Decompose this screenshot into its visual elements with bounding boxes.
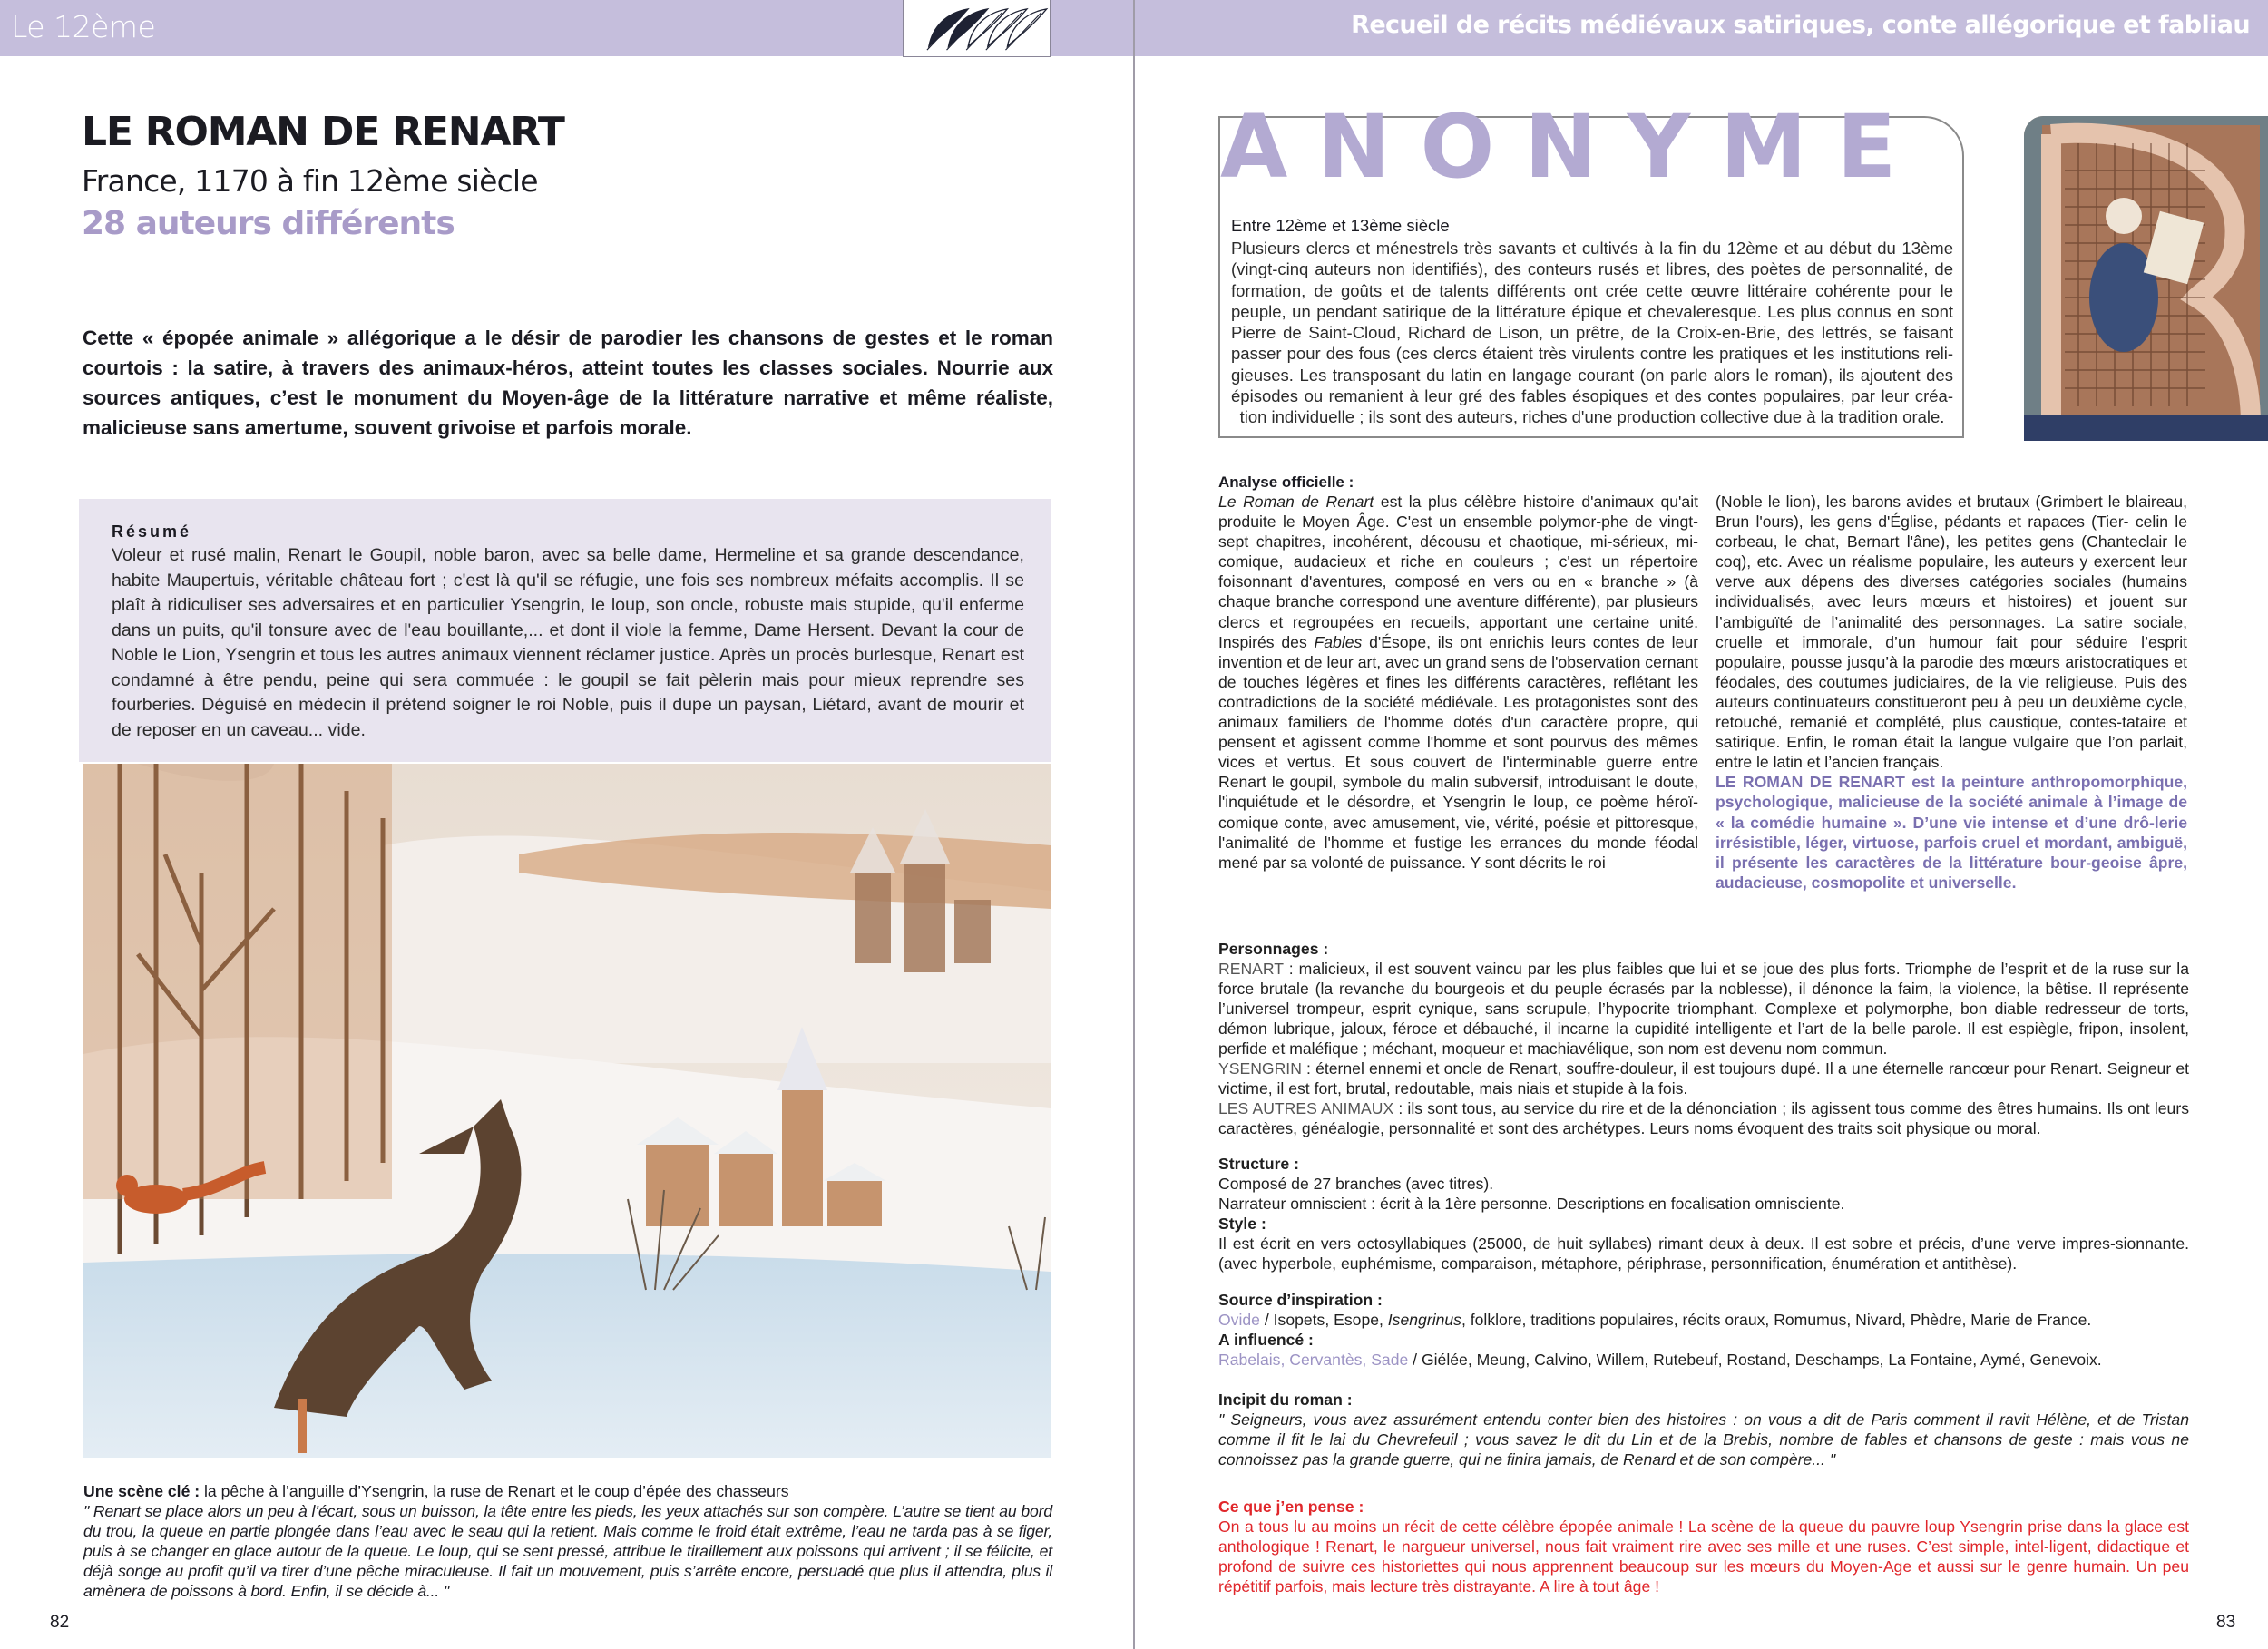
character-renart <box>1218 959 2189 1059</box>
opinion-text: On a tous lu au moins un récit de cette célèbre épopée animale ! La scène de la queue du pauvre loup Ysengrin prise dans la glace est anthologique ! Renart, le nargueur universel, nous fait vraiment rire avec ses mille et une ruses. C’est simple, intel-ligent, didactique et profond de suivre ces historiettes qui nous apprennent beaucoup sur les mœurs du Moyen-Age et aussi sur le genre humain. Un peu répétitif parfois, mais lecture très distrayante. A lire à tout âge ! <box>1218 1517 2189 1595</box>
incipit-text: " Seigneurs, vous avez assurément entendu conter bien des histoires : on vous a dit de Paris comment il ravit Hélène, et de Tristan comme il fit le lai du Chevrefeuil ; vous savez le dit du Lin et de la Brebis, nombre de fables et chansons de geste : mais vous ne connoissez pas la grande guerre, qui ne finira jamais, de Renard et de son compère... " <box>1218 1410 2189 1468</box>
character-description: : éternel ennemi et oncle de Renart, souffre-douleur, il est toujours dupé. Il a une éternelle rancœur pour Renart. Seigneur et victime, il est fort, brutal, redoutable, mais niais et stupide à la fois. <box>1218 1059 2189 1098</box>
opinion-section <box>1218 1497 2189 1596</box>
running-head-right: Recueil de récits médiévaux satiriques, conte allégorique et fabliau <box>1351 11 2250 39</box>
scribe-head <box>2106 198 2142 234</box>
structure-section <box>1218 1154 2189 1273</box>
analysis-fables-title: Fables <box>1314 632 1363 651</box>
key-scene-title: la pêche à l’anguille d’Ysengrin, la ruse de Renart et le coup d’épée des chasseurs <box>200 1482 789 1500</box>
inspiration-highlight: Ovide <box>1218 1311 1260 1329</box>
inspiration-text <box>1218 1310 2189 1330</box>
frozen-pond <box>83 1254 1051 1458</box>
analysis-text-1: est la plus célèbre histoire d'animaux qu'ait produite le Moyen Âge. C'est un ensemble polymor-phe de vingt-sept chapitres, incohérent, décousu et chaotique, mi-sérieux, mi-comique, audacieux et riche en couleurs ; c'est un répertoire foisonnant d'aventures, composé en vers ou en « branche » (à chaque branche correspond une aventure différente), par plusieurs clercs et regroupées en recueils, apportant une certaine unité. Inspirés des <box>1218 493 1699 651</box>
analysis-column-1 <box>1218 492 1698 873</box>
incipit-section <box>1218 1390 2189 1469</box>
forest-wash <box>83 764 392 1199</box>
watercolor-illustration-wolf-on-ice <box>83 764 1051 1458</box>
bottom-border <box>2024 415 2268 441</box>
author-name: ANONYME <box>1220 96 1927 198</box>
influenced-text <box>1218 1350 2189 1370</box>
character-name: RENART <box>1218 960 1284 978</box>
illustration-graphic <box>83 764 1051 1458</box>
style-text: Il est écrit en vers octosyllabiques (25000, de huit syllabes) rimant deux à deux. Il est sobre et précis, d’une verve impres-sionnante. (avec hyperbole, euphémisme, comparaison, métaphore, périphrase, personnification, énumération et antithèse). <box>1218 1234 2189 1273</box>
book-subtitle: France, 1170 à fin 12ème siècle <box>82 163 538 199</box>
feather-outline-icon <box>986 9 1027 50</box>
page-divider <box>1133 0 1135 1649</box>
structure-line: Composé de 27 branches (avec titres). <box>1218 1175 1494 1193</box>
character-description: : ils sont tous, au service du rire et de la dénonciation ; ils agissent tous comme des êtres humains. Ils ont leurs caractères, généalogie, personnalité et sont des archétypes. Leurs noms évoquent des traits soit physique ou moral. <box>1218 1099 2189 1137</box>
intro-lead: Cette « épopée animale » allégorique a le désir de parodier les chansons de gestes et le roman courtois : la satire, à travers des animaux-héros, atteint toutes les classes sociales. Nourrie aux sources antiques, c’est le monument du Moyen-âge de la littérature narrative et même réaliste, malicieuse sans amertume, souvent grivoise et parfois morale. <box>83 327 1053 439</box>
character-ysengrin <box>1218 1059 2189 1098</box>
inspiration-text-1: / Isopets, Esope, <box>1259 1311 1388 1329</box>
structure-label: Structure : <box>1218 1155 1299 1173</box>
analysis-text-3: (Noble le lion), les barons avides et brutaux (Grimbert le blaireau, Brun l'ours), les gens d'Église, pédants et rapaces (Tier- celin le corbeau, le chat, Bernart l'âne), les petites gens (Chanteclair le coq), etc. Avec un réalisme populaire, les auteurs y exercent leur verve aux dépens des diverses catégories sociales (humains individualisés, avec leurs mœurs et histoires) et jouent sur l’ambiguïté de l’animalité des personnages. La satire sociale, cruelle et immorale, d’un humour fait pour séduire l’esprit populaire, pousse jusqu’à la parodie des mœurs aristocratiques et féodales, des coutumes judiciaires, de la vie religieuse. Puis des auteurs continuateurs constitueront peu à peu un deuxième cycle, retouché, remanié et complété, plus caustique, contes-tataire et satirique. Enfin, le roman était la langue vulgaire que l’on parlait, entre le latin et l’ancien français. <box>1716 493 2187 772</box>
key-scene-quote: " Renart se place alors un peu à l’écart, sous un buisson, la tête entre les pieds, les yeux attachés sur son compère. L’autre se tient au bord du trou, la queue en partie plongée dans l’eau avec le seau qui la retient. Mais comme le froid était extrême, l’eau ne tarda pas à se figer, puis à se changer en glace autour de la queue. Le loup, qui se sent pressé, attribue le tiraillement aux poissons qui arrivent ; il se félicite, et déjà songe au profit qu’il va tirer d’une pêche miraculeuse. Il fait un mouvement, puis s’arrête encore, persuadé que plus il attendra, plus il amènera de poissons à bord. Enfin, il se décide à... " <box>83 1502 1052 1600</box>
inspiration-text-2: , folklore, traditions populaires, récits oraux, Romumus, Nivard, Phèdre, Marie de France. <box>1461 1311 2092 1329</box>
running-head-left: Le 12ème <box>11 9 156 44</box>
feathers-rating-icon <box>903 0 1051 57</box>
inspiration-label: Source d’inspiration : <box>1218 1291 1383 1309</box>
summary-title: Résumé <box>112 522 192 541</box>
characters-label: Personnages : <box>1218 940 1329 958</box>
summary-box <box>79 499 1051 762</box>
manuscript-graphic <box>2024 116 2268 441</box>
character-name: LES AUTRES ANIMAUX <box>1218 1099 1394 1117</box>
character-others <box>1218 1098 2189 1138</box>
summary-text: Voleur et rusé malin, Renart le Goupil, noble baron, avec sa belle dame, Hermeline et sa grande descendance, habite Maupertuis, véritable château fort ; c'est là qu'il se réfugie, une fois ses nombreux méfaits accomplis. Il se plaît à ridiculiser ses adversaires et en particulier Ysengrin, le loup, son oncle, robuste mais stupide, qu'il enferme dans un puits, qu'il tonsure avec de l'eau bouillante,... et dont il viole la femme, Dame Hersent. Devant la cour de Noble le Lion, Ysengrin et tous les autres animaux viennent réclamer justice. Après un procès burlesque, Renart est condamné à être pendu, peine qui sera commuée : le goupil se fait pèlerin mais pour mieux reprendre ses fourberies. Déguisé en médecin il prétend soigner le roi Noble, puis il dupe un paysan, Liétard, avant de mourir et de reposer en un caveau... vide. <box>112 545 1024 740</box>
incipit-label: Incipit du roman : <box>1218 1390 1353 1409</box>
author-period: Entre 12ème et 13ème siècle <box>1231 216 1450 235</box>
inspiration-section <box>1218 1290 2189 1370</box>
author-bio: Plusieurs clercs et ménestrels très savants et cultivés à la fin du 12ème et au début du 13ème (vingt-cinq auteurs non identifiés), des conteurs rusés et libres, des poètes de personnalité, de formation, de goûts et de talents différents ont crée cette œuvre littéraire cohérente pour le peuple, un pendant satirique de la littérature épique et chevaleresque. Les plus connus en sont Pierre de Saint-Cloud, Richard de Lison, un prêtre, de la Croix-en-Brie, des lettrés, se faisant passer pour des fous (ces clercs étaient très virulents contre les pratiques et les institutions reli-gieuses. Les transposant du latin en langage courant (on parle alors le roman), ils ajoutent des épisodes ou remanient à leur gré des fables ésopiques et des contes populaires, par leur créa-tion individuelle ; ils sont des auteurs, riches d'une production collective due à la tradition orale. <box>1231 239 1953 427</box>
key-scene-label: Une scène clé : <box>83 1482 200 1500</box>
page-number-right: 83 <box>2216 1613 2236 1632</box>
feather-outline-icon <box>1005 9 1046 50</box>
book-title: LE ROMAN DE RENART <box>82 109 564 155</box>
analysis-label: Analyse officielle : <box>1218 473 1354 491</box>
page-number-left: 82 <box>50 1613 70 1632</box>
analysis-highlight: LE ROMAN DE RENART est la peinture anthropomorphique, psychologique, malicieuse de la société animale à l’image de « la comédie humaine ». D’une vie intense et d’une drô-lerie irrésistible, léger, virtuose, parfois cruel et mordant, ambiguë, il présente les caractères de la littérature bour-geoise âpre, audacieuse, cosmopolite et universelle. <box>1716 773 2187 892</box>
influenced-label: A influencé : <box>1218 1331 1314 1349</box>
structure-line: Narrateur omniscient : écrit à la 1ère personne. Descriptions en focalisation omnisciente. <box>1218 1195 1845 1213</box>
characters-section <box>1218 939 2189 1138</box>
analysis-column-2 <box>1716 492 2187 893</box>
style-label: Style : <box>1218 1215 1266 1233</box>
book-authors: 28 auteurs différents <box>82 205 455 242</box>
analysis-text-2: d'Ésope, ils ont enrichis leurs contes de leur invention et de leur art, avec un grand sens de l'observation cernant de touches légères et fines les différents caractères, reflétant les contradictions de la société médiévale. Les protagonistes sont des animaux familiers de l'homme dotés d'un caractère propre, qui pensent et agissent comme l'homme et sont pourvus des mêmes vices et vertus. Et sous couvert de l'interminable guerre entre Renart le goupil, symbole du malin subversif, introduisant le doute, l'inquiétude et le désordre, et Ysengrin le loup, ce poème héroï-comique conte, avec amusement, vie, vérité, poésie et pittoresque, l'animalité de l'homme et fustige les errances du monde féodal mené par sa volonté de puissance. Y sont décrits le roi <box>1218 632 1698 872</box>
influenced-list: / Giélée, Meung, Calvino, Willem, Rutebeuf, Rostand, Deschamps, La Fontaine, Aymé, Genevoix. <box>1408 1351 2102 1369</box>
feather-rating-graphic <box>904 0 1050 56</box>
opinion-label: Ce que j’en pense : <box>1218 1498 1364 1516</box>
key-scene <box>83 1481 1052 1601</box>
character-description: : malicieux, il est souvent vaincu par les plus faibles que lui et se joue des plus forts. Triomphe de l’esprit et de la ruse sur la force brutale (la revanche du bourgeois et du peuple écrasés par la noblesse), il dénonce la faim, la violence, la bêtise. Il représente l’universel trompeur, esprit cynique, sans scrupule, l’hypocrite triomphant. Complexe et polymorphe, bon diable redresseur de torts, démon lubrique, jaloux, féroce et débauché, il incarne la cupidité intelligente et l’art de la belle parole. Il est espiègle, fripon, insolent, perfide et maléfique ; méchant, moqueur et machiavélique, son nom est devenu nom commun. <box>1218 960 2189 1058</box>
character-name: YSENGRIN <box>1218 1059 1302 1078</box>
manuscript-illumination-image <box>2024 116 2268 441</box>
analysis-book-title: Le Roman de Renart <box>1218 493 1374 511</box>
influenced-highlight: Rabelais, Cervantès, Sade <box>1218 1351 1409 1369</box>
inspiration-italic: Isengrinus <box>1387 1311 1461 1329</box>
